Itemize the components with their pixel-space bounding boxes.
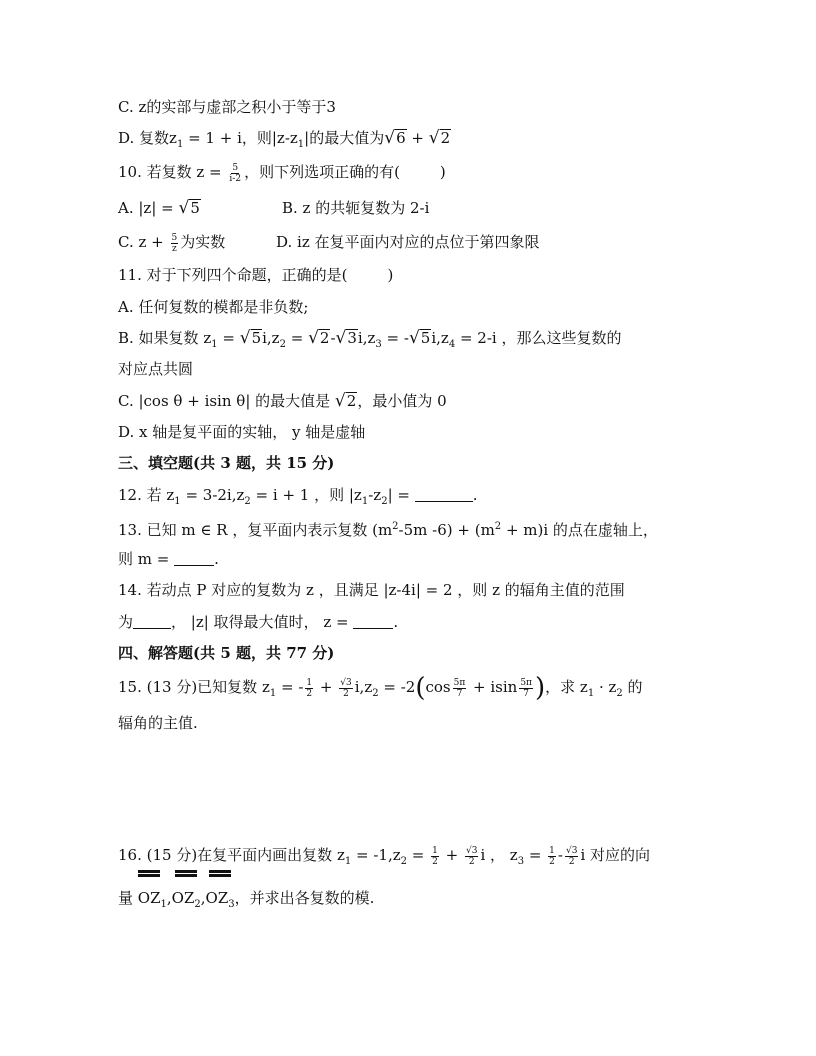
text: 的: [622, 678, 643, 696]
numerator: 1: [549, 845, 555, 856]
text: i,z: [357, 329, 376, 347]
text: ，并求出各复数的模.: [234, 889, 375, 907]
q11-option-b-cont: [118, 359, 193, 379]
text: 对应点共圆: [118, 360, 194, 378]
answer-blank[interactable]: [353, 614, 393, 629]
radical-sign: √: [308, 328, 319, 348]
q10-option-d: [276, 232, 540, 252]
sqrt-5: [409, 329, 431, 346]
question-11: [118, 265, 393, 285]
radicand: 6: [396, 129, 406, 147]
text: cos: [425, 678, 451, 696]
text: D. 复数z: [118, 129, 177, 147]
text: + m)i 的点在虚轴上，: [501, 521, 658, 539]
text: =: [407, 846, 430, 864]
radical-sign: √: [428, 128, 440, 148]
subscript: 2: [194, 899, 201, 910]
text: .: [393, 613, 399, 631]
text: ，最小值为 0: [357, 392, 447, 410]
text: i,z: [431, 329, 449, 347]
text: 16. (15 分)在复平面内画出复数 z: [118, 846, 345, 864]
q10-option-a: [118, 198, 201, 218]
denominator: 2: [306, 688, 313, 699]
text: C. |cos θ + isin θ| 的最大值是: [118, 392, 335, 410]
text: = 3-2i,z: [180, 486, 245, 504]
text: B. z 的共轭复数为 2-i: [282, 199, 430, 217]
text: = -1,z: [351, 846, 401, 864]
text: -: [557, 846, 563, 864]
sqrt-2: [308, 329, 330, 346]
fraction-sqrt3-over-2: [465, 846, 478, 867]
text: i 对应的向: [580, 846, 651, 864]
vector-oz2: [167, 888, 201, 915]
denominator: 2: [343, 688, 349, 699]
superscript: 2: [494, 521, 502, 532]
section-heading-3: [118, 453, 334, 473]
denominator: 2: [568, 856, 575, 867]
text: 14. 若动点 P 对应的复数为 z ，且满足 |z-4i| = 2 ，则 z 的辐角主值的范围: [118, 581, 625, 599]
text: ，求 z: [545, 678, 588, 696]
question-14: [118, 580, 625, 600]
subscript: 3: [517, 856, 525, 867]
text: i,z: [354, 678, 373, 696]
subscript: 4: [448, 339, 456, 350]
subscript: 2: [244, 496, 251, 507]
denominator: 7: [456, 688, 463, 699]
text: -z: [368, 486, 382, 504]
text: · z: [594, 678, 617, 696]
fraction-1-over-2: [548, 846, 556, 867]
numerator: 5π: [453, 677, 466, 688]
radicand: 3: [471, 845, 478, 856]
question-15-cont: [118, 713, 198, 733]
numerator: 1: [306, 677, 313, 688]
text: +: [440, 846, 463, 864]
question-13-cont: [118, 549, 219, 569]
section-heading-4: [118, 643, 334, 663]
radicand: 3: [346, 677, 352, 688]
vector-bar: [209, 870, 231, 877]
radicand: 2: [440, 129, 451, 147]
q11-option-b: [118, 328, 621, 355]
option-text: C. z的实部与虚部之积小于等于3: [118, 98, 336, 116]
numerator: [465, 846, 478, 857]
subscript: 2: [381, 496, 388, 507]
numerator: 5π: [520, 677, 532, 688]
text: .: [472, 486, 478, 504]
numerator: [565, 846, 578, 857]
numerator: 5: [232, 162, 239, 173]
question-16-cont: [118, 888, 374, 915]
text: -: [330, 329, 336, 347]
sqrt-5: [178, 199, 200, 216]
subscript: 2: [279, 339, 286, 350]
q11-option-d: [118, 422, 365, 442]
subscript: 1: [344, 856, 352, 867]
question-14-cont: [118, 612, 398, 632]
superscript: 2: [392, 521, 399, 532]
text: ，则下列选项正确的有(: [244, 163, 400, 181]
q11-option-a: [118, 297, 308, 317]
radical-sign: √: [565, 845, 572, 856]
sqrt-2: [335, 392, 357, 409]
subscript: 1: [269, 688, 277, 699]
text: 为实数: [180, 233, 226, 251]
radical-sign: √: [408, 328, 420, 348]
subscript: 2: [400, 856, 407, 867]
text: ): [439, 163, 446, 181]
text: -5m -6) + (m: [398, 521, 495, 539]
text: ,OZ: [166, 889, 195, 907]
text: = 1 + i，则|z-z: [183, 129, 298, 147]
text: | =: [387, 486, 415, 504]
text: 辐角的主值.: [118, 714, 198, 732]
subscript: 1: [174, 496, 181, 507]
subscript: 1: [211, 339, 218, 350]
text: +: [315, 678, 338, 696]
vector-bar: [138, 870, 160, 877]
text: A. |z| =: [118, 199, 179, 217]
radicand: 2: [319, 329, 330, 347]
text: A. 任何复数的模都是非负数;: [118, 298, 309, 316]
text: + isin: [468, 678, 518, 696]
subscript: 1: [176, 139, 184, 150]
denominator: i-2: [229, 173, 242, 184]
text: +: [406, 129, 429, 147]
text: ): [387, 266, 394, 284]
sqrt-2: [429, 129, 451, 146]
answer-blank[interactable]: [174, 551, 214, 566]
text: ,OZ: [200, 889, 229, 907]
fraction-1-over-2: [305, 678, 313, 699]
text: 四、解答题(共 5 题，共 77 分): [118, 644, 335, 662]
answer-blank[interactable]: [415, 487, 473, 502]
radical-sign: √: [384, 128, 396, 148]
text: = -2: [378, 678, 416, 696]
text: D. iz 在复平面内对应的点位于第四象限: [276, 233, 540, 251]
text: 三、填空题(共 3 题，共 15 分): [118, 454, 335, 472]
denominator: 7: [523, 688, 530, 699]
text: =: [217, 329, 240, 347]
option-d-q9: [118, 128, 451, 155]
radicand: 5: [420, 329, 431, 347]
vector-oz3: [201, 888, 235, 915]
text: 15. (13 分)已知复数 z: [118, 678, 270, 696]
text: =: [285, 329, 309, 347]
text: |的最大值为: [304, 129, 385, 147]
q10-option-c: [118, 232, 225, 254]
fraction-1-over-2: [431, 846, 439, 867]
text: 11. 对于下列四个命题，正确的是(: [118, 266, 348, 284]
sqrt-3: [336, 329, 358, 346]
denominator: 2: [468, 856, 475, 867]
q10-option-b: [282, 198, 429, 218]
radical-sign: √: [178, 198, 190, 218]
subscript: 1: [587, 688, 595, 699]
radicand: 2: [346, 392, 357, 410]
text: 则 m =: [118, 550, 175, 568]
numerator: 5: [171, 232, 178, 243]
sqrt-6: [384, 129, 406, 146]
radical-sign: √: [340, 677, 347, 688]
numerator: [339, 678, 352, 689]
radicand: 3: [571, 845, 578, 856]
text: 12. 若 z: [118, 486, 175, 504]
text: C. z +: [118, 233, 169, 251]
text: 13. 已知 m ∈ R ，复平面内表示复数 (m: [118, 521, 393, 539]
sqrt-5: [240, 329, 262, 346]
question-16: [118, 845, 650, 872]
fraction-sqrt3-over-2: [339, 678, 352, 699]
fraction-5pi-over-7: [453, 678, 467, 699]
text: = -: [276, 678, 304, 696]
subscript: 1: [160, 899, 167, 910]
text: 为: [118, 613, 134, 631]
fraction-sqrt3-over-2: [565, 846, 578, 867]
text: .: [214, 550, 219, 568]
text: D. x 轴是复平面的实轴， y 轴是虚轴: [118, 423, 366, 441]
numerator: 1: [432, 845, 438, 856]
answer-blank[interactable]: [133, 614, 171, 629]
q11-option-c: [118, 391, 447, 411]
vector-oz1: [138, 888, 167, 915]
text: i,z: [262, 329, 280, 347]
subscript: 3: [228, 899, 235, 910]
text: ， |z| 取得最大值时， z =: [171, 613, 354, 631]
radical-sign: √: [334, 391, 346, 411]
subscript: 2: [372, 688, 379, 699]
fraction-5-over-i-2: [228, 163, 242, 184]
question-13: [118, 517, 658, 540]
text: OZ: [137, 889, 161, 907]
text: B. 如果复数 z: [118, 329, 212, 347]
denominator: 2: [549, 856, 555, 867]
denominator: z: [171, 243, 177, 254]
fraction-5pi-over-7: [519, 678, 533, 699]
vector-bar: [175, 870, 197, 877]
radicand: 3: [347, 329, 357, 347]
question-12: [118, 485, 478, 512]
radicand: 5: [190, 199, 200, 217]
subscript: 1: [297, 139, 305, 150]
denominator: 2: [432, 856, 438, 867]
subscript: 1: [361, 496, 369, 507]
text: 10. 若复数 z =: [118, 163, 227, 181]
text: = i + 1 ，则 |z: [250, 486, 362, 504]
text: =: [524, 846, 547, 864]
radicand: 5: [251, 329, 262, 347]
option-c-q9: [118, 97, 336, 117]
text: = 2-i ，那么这些复数的: [455, 329, 622, 347]
subscript: 3: [375, 339, 382, 350]
subscript: 2: [616, 688, 623, 699]
text: 量: [118, 889, 138, 907]
radical-sign: √: [335, 328, 347, 348]
radical-sign: √: [239, 328, 251, 348]
text: = -: [381, 329, 409, 347]
fraction-5-over-z: [171, 233, 179, 254]
radical-sign: √: [465, 845, 472, 856]
question-10: [118, 162, 446, 184]
question-15: 15. (13 分)已知复数 $z_1$ = - $\frac{1}{2}$ + $\frac{√3}{2}$ $i,z_2 = -2(\cos$ $\frac{5\pi}{7}$ + isin $\frac{5\pi}{7}$ )，求 $z_1 \cdot z_2$ 的: [118, 673, 643, 703]
text: i ， z: [480, 846, 518, 864]
